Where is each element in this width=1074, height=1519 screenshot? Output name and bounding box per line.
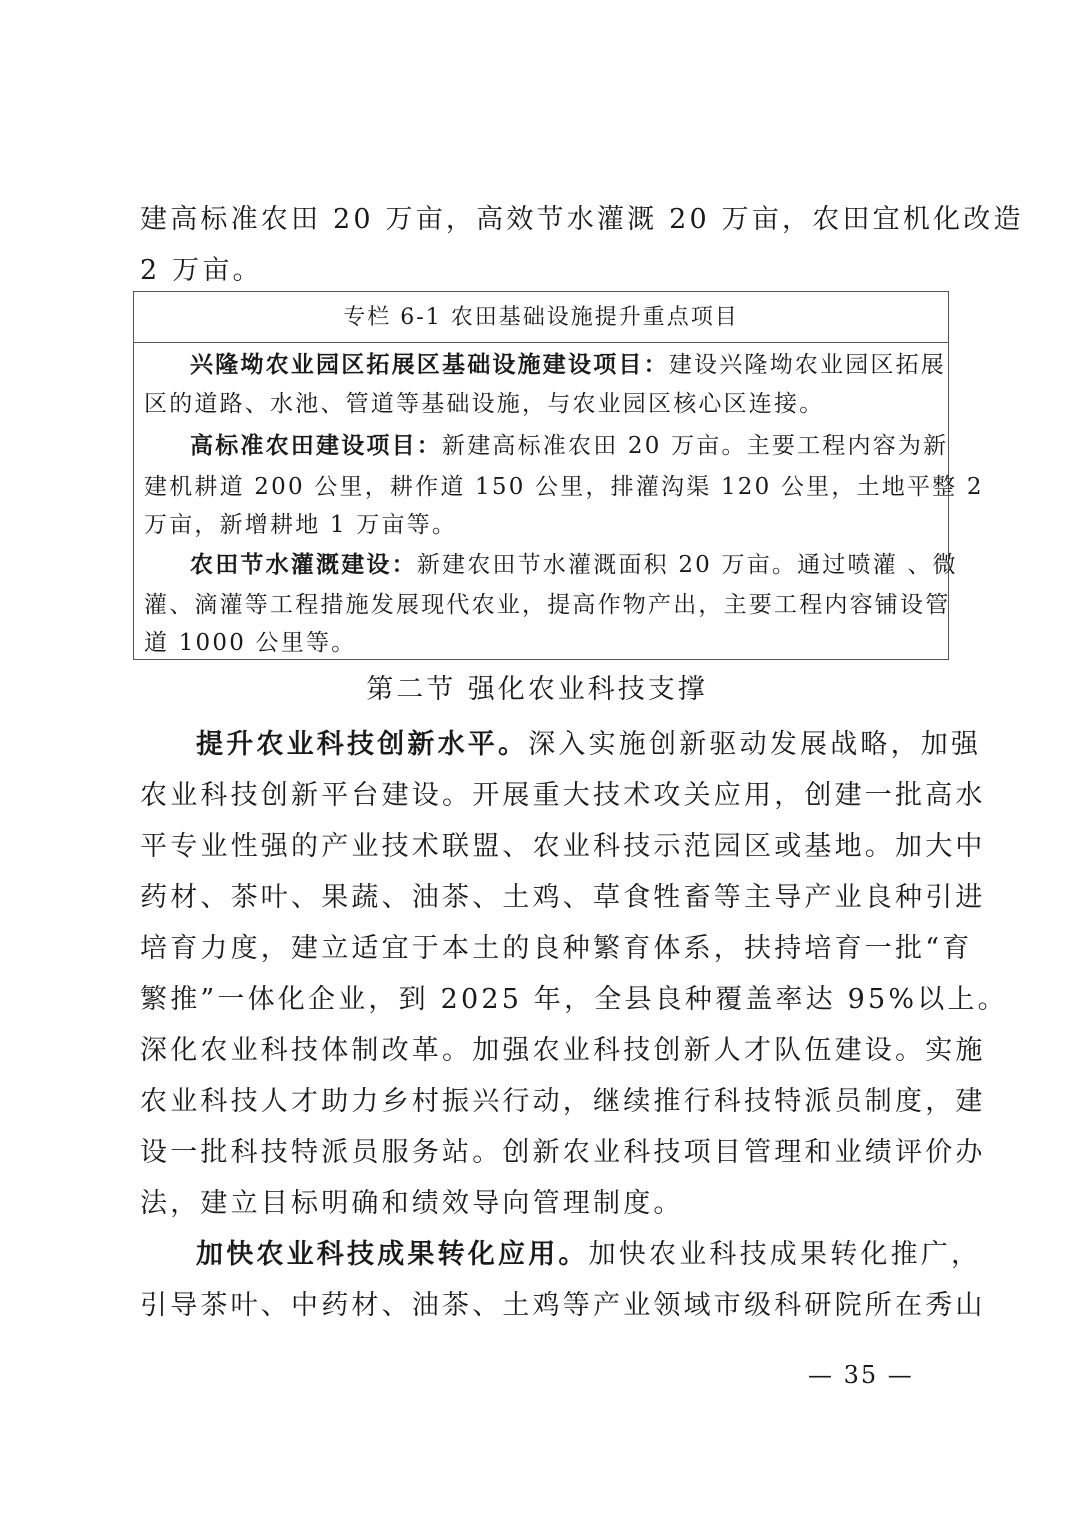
para1-line-7: 深化农业科技体制改革。加强农业科技创新人才队伍建设。实施 <box>140 1035 986 1066</box>
para1-line-1 <box>140 727 982 763</box>
box-item-1-line-2: 区的道路、水池、管道等基础设施，与农业园区核心区连接。 <box>144 391 825 417</box>
para1-line-6: 繁推”一体化企业，到 2025 年，全县良种覆盖率达 95%以上。 <box>140 984 1008 1015</box>
box-item-1-text: 建设兴隆坳农业园区拓展 <box>668 352 947 378</box>
para1-text: 深入实施创新驱动发展战略，加强 <box>528 729 982 760</box>
page-number: — 35 — <box>808 1361 914 1389</box>
para1-line-2: 农业科技创新平台建设。开展重大技术攻关应用，创建一批高水 <box>140 780 986 811</box>
box-item-3-heading: 农田节水灌溉建设： <box>190 551 417 578</box>
section-title: 第二节 强化农业科技支撑 <box>366 674 708 705</box>
para1-line-10: 法，建立目标明确和绩效导向管理制度。 <box>140 1188 684 1219</box>
para1-heading: 提升农业科技创新水平。 <box>196 729 529 760</box>
intro-line-1: 建高标准农田 20 万亩，高效节水灌溉 20 万亩，农田宜机化改造 <box>140 204 1024 235</box>
para2-text: 加快农业科技成果转化推广， <box>588 1239 982 1270</box>
para2-line-1 <box>140 1237 982 1273</box>
box-item-2-heading: 高标准农田建设项目： <box>190 432 442 459</box>
feature-box <box>133 291 984 660</box>
box-item-2-line-3: 万亩，新增耕地 1 万亩等。 <box>144 512 458 538</box>
box-item-3-line-3: 道 1000 公里等。 <box>144 630 357 656</box>
para2-heading: 加快农业科技成果转化应用。 <box>196 1239 589 1270</box>
box-item-1-heading: 兴隆坳农业园区拓展区基础设施建设项目： <box>190 351 669 378</box>
para1-line-5: 培育力度，建立适宜于本土的良种繁育体系，扶持培育一批“育 <box>140 933 973 964</box>
box-item-1-line-1 <box>144 350 947 380</box>
para1-line-4: 药材、茶叶、果蔬、油茶、土鸡、草食牲畜等主导产业良种引进 <box>140 882 986 913</box>
feature-box-title: 专栏 6-1 农田基础设施提升重点项目 <box>134 292 948 343</box>
box-item-2-line-1 <box>144 431 949 461</box>
box-item-3-text: 新建农田节水灌溉面积 20 万亩。通过喷灌 、微 <box>416 552 958 578</box>
para1-line-9: 设一批科技特派员服务站。创新农业科技项目管理和业绩评价办 <box>140 1137 986 1168</box>
box-item-2-line-2: 建机耕道 200 公里，耕作道 150 公里，排灌沟渠 120 公里，土地平整 2 <box>144 474 984 500</box>
intro-line-2: 2 万亩。 <box>140 255 263 286</box>
para2-line-2: 引导茶叶、中药材、油茶、土鸡等产业领域市级科研院所在秀山 <box>140 1290 986 1321</box>
para1-line-8: 农业科技人才助力乡村振兴行动，继续推行科技特派员制度，建 <box>140 1086 986 1117</box>
box-item-3-line-1 <box>144 550 958 580</box>
box-item-2-text: 新建高标准农田 20 万亩。主要工程内容为新 <box>442 433 949 459</box>
box-item-3-line-2: 灌、滴灌等工程措施发展现代农业，提高作物产出，主要工程内容铺设管 <box>144 592 951 618</box>
para1-line-3: 平专业性强的产业技术联盟、农业科技示范园区或基地。加大中 <box>140 831 986 862</box>
